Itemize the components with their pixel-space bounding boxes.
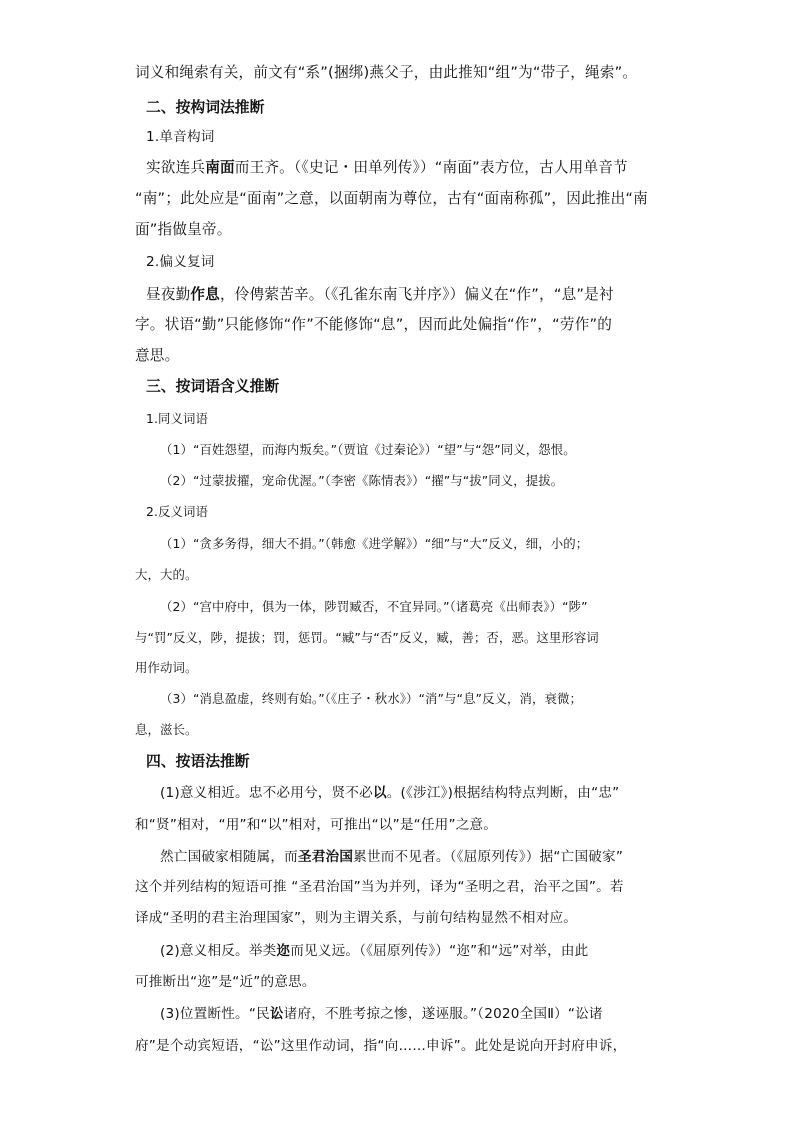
text-line: 和“贤”相对，“用”和“以”相对，可推出“以”是“任用”之意。 [135,817,498,833]
section-heading-3: 三、按词语含义推断 [146,378,280,395]
text-span: (2)意义相反。举类 [160,943,277,959]
text-line [160,1008,603,1022]
text-line: 面”指做皇帝。 [135,221,232,238]
text-line [160,787,619,801]
text-line [146,288,614,303]
subheading-antonyms: 2.反义词语 [146,504,208,519]
text-span: 实欲连兵 [146,159,206,176]
text-line: （1）“百姓怨望，而海内叛矣。”（贾谊《过秦论》）“望”与“怨”同义，怨恨。 [160,442,576,457]
text-line: 用作动词。 [135,660,198,675]
section-heading-4: 四、按语法推断 [146,753,250,770]
text-line: 意思。 [135,347,180,364]
bold-term: 讼 [269,1006,284,1022]
text-line: （3）“消息盈虚，终则有始。”（《庄子・秋水》）“消”与“息”反义，消，衰微； [160,691,582,706]
text-line [146,161,628,176]
bold-term: 圣君治国 [297,849,354,865]
subheading-synonyms: 1.同义词语 [146,411,208,426]
text-line: （2）“宫中府中，俱为一体，陟罚臧否，不宜异同。”（诸葛亮《出师表》）“陟” [160,599,588,614]
text-line: （1）“贪多务得，细大不捐。”（韩愈《进学解》）“细”与“大”反义，细，小的； [160,536,589,551]
text-line: 词义和绳索有关，前文有“系”(捆绑)燕父子，由此推知“组”为“带子，绳索”。 [135,64,638,81]
text-line: 息，滋长。 [135,722,198,737]
section-heading-2: 二、按构词法推断 [146,99,265,116]
text-span: 而见义远。（《屈原列传》）“迩”和“远”对举，由此 [290,943,589,959]
text-line: 这个并列结构的短语可推 “圣君治国”当为并列，译为“圣明之君，治平之国”。若 [135,879,624,895]
text-line: 大，大的。 [135,567,198,582]
text-line: “南”；此处应是“面南”之意，以面朝南为尊位，古有“面南称孤”，因此推出“南 [135,190,648,207]
bold-term: 迩 [276,943,291,959]
text-span: 累世而不见者。（《屈原列传》）据“亡国破家” [353,849,624,865]
text-line: 与“罚”反义，陟，提拔；罚，惩罚。“臧”与“否”反义，臧，善；否，恶。这里形容词 [135,630,599,645]
text-line [160,945,588,959]
bold-term: 南面 [205,159,235,176]
text-span: (3)位置断性。“民 [160,1006,270,1022]
text-span: 昼夜勤 [146,286,191,303]
text-line: 译成“圣明的君主治理国家”，则为主谓关系，与前句结构显然不相对应。 [135,910,578,926]
text-span: 诸府，不胜考掠之惨，遂诬服。”（2020全国Ⅱ）“讼诸 [283,1006,603,1022]
text-line: （2）“过蒙拔擢，宠命优渥。”（李密《陈情表》）“擢”与“拔”同义，提拔。 [160,473,564,488]
text-span: ，伶俜萦苦辛。（《孔雀东南飞并序》）偏义在“作”，“息”是衬 [219,286,614,303]
text-line: 可推断出“迩”是“近”的意思。 [135,974,316,990]
text-span: (1)意义相近。忠不必用兮，贤不必 [160,785,373,801]
subheading-single-char-words: 1.单音构词 [146,129,215,145]
text-line: 府”是个动宾短语，“讼”这里作动词，指“向……申诉”。此处是说向开封府申诉， [135,1038,627,1054]
text-span: 然亡国破家相随属，而 [160,849,298,865]
subheading-partial-meaning-compounds: 2.偏义复词 [146,254,215,270]
text-line: 字。状语“勤”只能修饰“作”不能修饰“息”，因而此处偏指“作”，“劳作”的 [135,316,613,333]
bold-term: 以 [372,785,387,801]
text-line [160,851,623,865]
text-span: 而王齐。（《史记・田单列传》）“南面”表方位，古人用单音节 [234,159,628,176]
bold-term: 作息 [190,286,220,303]
text-span: 。(《涉江》)根据结构特点判断，由“忠” [386,785,620,801]
